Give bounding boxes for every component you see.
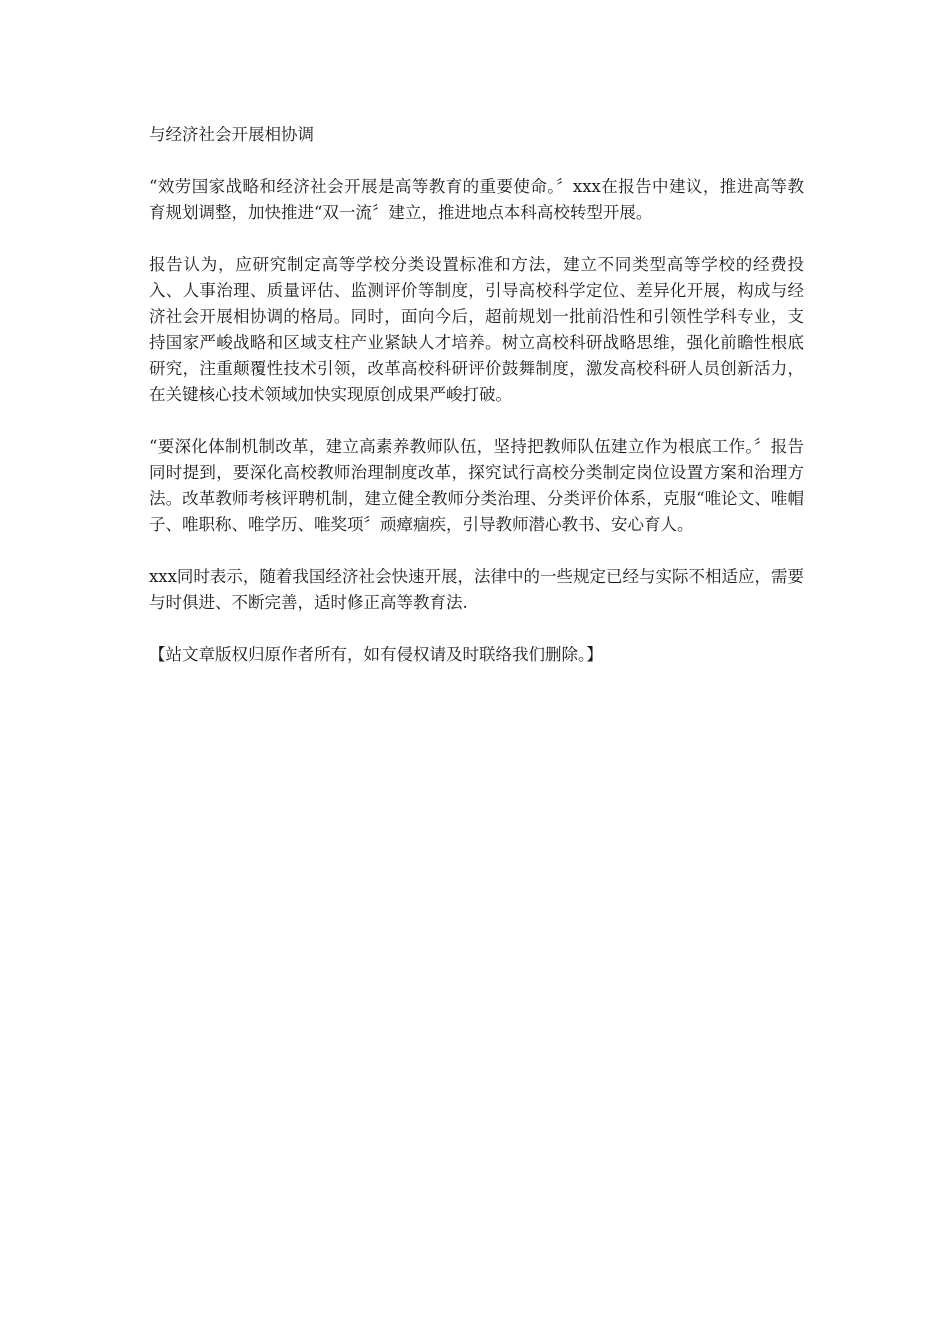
paragraph-teacher-reform: “要深化体制机制改革，建立高素养教师队伍，坚持把教师队伍建立作为根底工作。〞报告同时提到，要深化高校教师治理制度改革，探究试行高校分类制定岗位设置方案和治理方法。改革教师考核评聘机制，建立健全教师分类治理、分类评价体系，克服“唯论文、唯帽子、唯职称、唯学历、唯奖项〞顽瘴痼疾，引导教师潜心教书、安心育人。 xyxy=(149,437,804,534)
paragraph-law-revision: xxx同时表示，随着我国经济社会快速开展，法律中的一些规定已经与实际不相适应，需要与时俱进、不断完善，适时修正高等教育法. xyxy=(149,567,804,612)
copyright-notice: 【站文章版权归原作者所有，如有侵权请及时联络我们删除。】 xyxy=(149,645,603,664)
document-body xyxy=(149,122,804,694)
paragraph-mission: “效劳国家战略和经济社会开展是高等教育的重要使命。〞xxx在报告中建议，推进高等教育规划调整，加快推进“双一流〞建立，推进地点本科高校转型开展。 xyxy=(149,177,804,222)
paragraph-report-classification: 报告认为，应研究制定高等学校分类设置标准和方法，建立不同类型高等学校的经费投入、人事治理、质量评估、监测评价等制度，引导高校科学定位、差异化开展，构成与经济社会开展相协调的格局。同时，面向今后，超前规划一批前沿性和引领性学科专业，支持国家严峻战略和区域支柱产业紧缺人才培养。树立高校科研战略思维，强化前瞻性根底研究，注重颠覆性技术引领，改革高校科研评价鼓舞制度，激发高校科研人员创新活力，在关键核心技术领域加快实现原创成果严峻打破。 xyxy=(149,255,804,404)
section-heading: 与经济社会开展相协调 xyxy=(149,125,314,144)
